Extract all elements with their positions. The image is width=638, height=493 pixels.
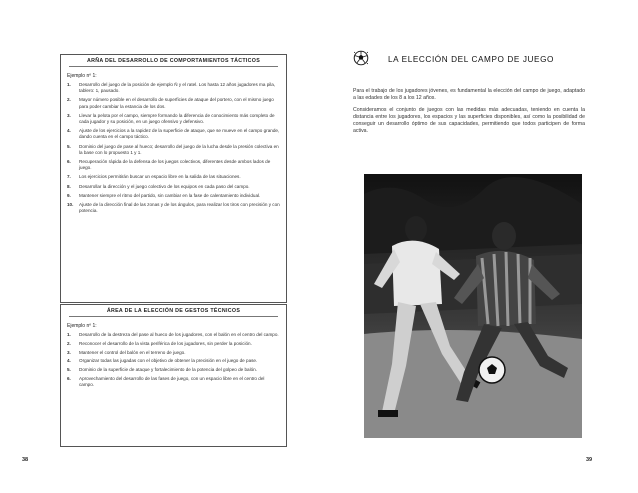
section-heading: LA ELECCIÓN DEL CAMPO DE JUEGO [388, 55, 555, 64]
list-item: 3. Llevar la pelota por el campo, siempre formando la diferencia de conocimiento más completo de cada jugador y su posición, en un juego ofensivo y defensivo. [67, 112, 275, 125]
technical-gestures-box [60, 304, 287, 447]
list-item: 4. Organizar todas las jugadas con el objetivo de obtener la precisión en el juego de pase. [67, 358, 258, 364]
list-item: 1. Desarrollo de la destreza del pase al hueco de los jugadores, con el balón en el centro del campo. [67, 332, 279, 337]
item-list [61, 332, 286, 388]
soccer-players-photo [364, 174, 582, 438]
intro-paragraph: Para el trabajo de los jugadores jóvenes, es fundamental la elección del campo de juego, adaptado a las edades de los 8 a los 12 años. [353, 88, 585, 102]
list-item: 9. Mantener siempre el ritmo del partido, sin cambiar en la fase de calentamiento individual. [67, 192, 261, 198]
item-list [61, 82, 286, 214]
list-item: 3. Mantener el control del balón en el terreno de juego. [67, 349, 186, 355]
box-title: ARÑA DEL DESARROLLO DE COMPORTAMIENTOS TÁCTICOS [69, 55, 278, 67]
list-item: 6. Aprovechamiento del desarrollo de las fases de juego, con un espacio libre en el centro del campo. [67, 375, 265, 388]
box-title: ÁREA DE LA ELECCIÓN DE GESTOS TÉCNICOS [69, 305, 278, 317]
list-item: 1. Desarrollo del juego de la posición de ejemplo Ñ y el ratel. Los hasta 12 años jugadores ma pila, tablero: 1, pausado. [67, 82, 276, 94]
list-item: 10. Ajuste de la dirección final de las zonas y de los ángulos, para realizar los tiros con precisión y con potencia. [67, 202, 280, 214]
list-item: 5. Dominio de la superficie de ataque y fortalecimiento de la potencia del golpeo de balón. [67, 367, 257, 373]
list-item: 6. Recuperación rápida de la defensa de los juegos colectivos, diferentes desde ambos lados de juego. [67, 159, 271, 171]
page-number-right: 39 [586, 457, 593, 463]
list-item: 8. Desarrollar la dirección y el juego colectivo de los equipos en cada paso del campo. [67, 183, 250, 189]
list-item: 4. Ajuste de los ejercicios a la rapidez de la superficie de ataque, que se mueve en el campo grande, dando cuenta en el campo táctico. [67, 128, 280, 140]
list-item: 2. Mayor número posible en el desarrollo de superficies de ataque del portero, con el mismo juego para poder cambiar la estancia de los dos. [67, 97, 274, 109]
box-subtitle: Ejemplo nº 1: [67, 73, 97, 79]
list-item: 2. Reconocer el desarrollo de la vista periférica de los jugadores, sin perder la posición. [67, 340, 252, 346]
list-item: 5. Dominio del juego de pase al hueco; desarrollo del juego de la lucha desde la presión colectiva en la base con lo propuesto 1 y 1. [67, 143, 279, 155]
body-paragraph: Consideramos el conjunto de juegos con las medidas más adecuadas, teniendo en cuenta la distancia entre los jugadores, los espacios y las superficies disponibles, así como la posibilidad de conseguir un desarrollo óptimo de sus capacidades, permitiendo que todos participen de forma activa. [353, 107, 585, 135]
list-item: 7. Los ejercicios permitirán buscar un espacio libre en la salida de las situaciones. [67, 174, 241, 180]
soccer-ball-icon [353, 50, 369, 66]
page-number-left: 38 [22, 457, 29, 463]
tactical-behaviour-box [60, 54, 287, 303]
box-subtitle: Ejemplo nº 1: [67, 323, 97, 329]
